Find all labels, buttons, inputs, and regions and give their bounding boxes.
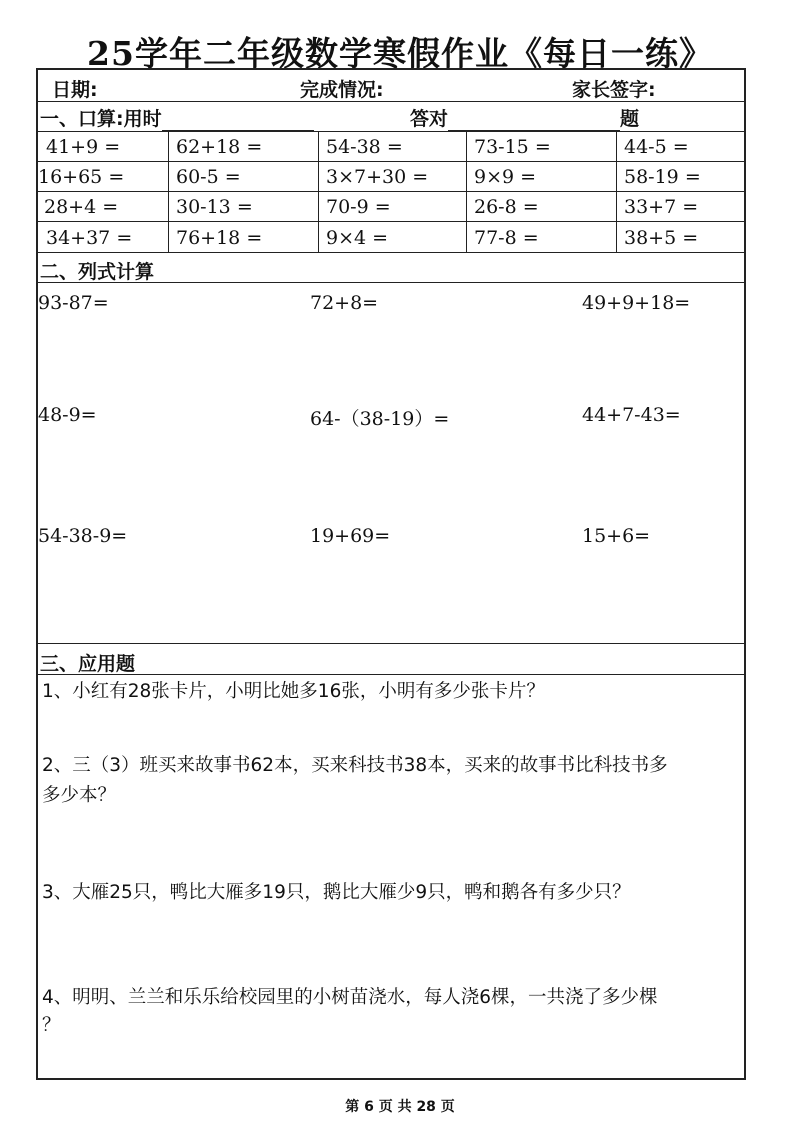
oral-problem: 62+18 =: [176, 136, 263, 158]
correct-blank[interactable]: [448, 110, 620, 131]
correct-label: 答对: [410, 108, 449, 130]
signature-label: 家长签字:: [572, 79, 656, 101]
calc-problem: 54-38-9=: [38, 525, 128, 547]
oral-problem: 44-5 =: [624, 136, 689, 158]
calc-problem: 64-（38-19）=: [310, 408, 450, 430]
word-problem-4-line2: ？: [42, 1015, 61, 1036]
word-problem-1: 1、小红有28张卡片，小明比她多16张，小明有多少张卡片？: [42, 681, 545, 702]
calc-problem: 72+8=: [310, 292, 379, 314]
oral-problem: 41+9 =: [46, 136, 121, 158]
oral-problem: 77-8 =: [474, 227, 539, 249]
calc-problem: 49+9+18=: [582, 292, 691, 314]
oral-problem: 34+37 =: [46, 227, 133, 249]
calc-problem: 15+6=: [582, 525, 651, 547]
time-blank[interactable]: [162, 110, 314, 131]
oral-problem: 30-13 =: [176, 196, 253, 218]
calc-problem: 19+69=: [310, 525, 391, 547]
oral-problem: 58-19 =: [624, 166, 701, 188]
word-problem-2-line2: 多少本？: [42, 785, 117, 806]
oral-problem: 54-38 =: [326, 136, 403, 158]
oral-problem: 33+7 =: [624, 196, 699, 218]
oral-problem: 38+5 =: [624, 227, 699, 249]
worksheet-title: 25学年二年级数学寒假作业《每日一练》: [87, 34, 713, 73]
section2-heading: 二、列式计算: [40, 261, 155, 283]
section1-heading-text: 一、口算:用时: [40, 108, 162, 130]
oral-problem: 70-9 =: [326, 196, 391, 218]
calc-problem: 48-9=: [38, 404, 97, 426]
section3-heading: 三、应用题: [40, 653, 136, 675]
oral-problem: 26-8 =: [474, 196, 539, 218]
correct-count: [410, 104, 639, 131]
oral-problem: 73-15 =: [474, 136, 551, 158]
oral-problem: 60-5 =: [176, 166, 241, 188]
unit-label: 题: [620, 108, 640, 130]
section1-heading: [40, 104, 314, 131]
word-problem-4-line1: 4、明明、兰兰和乐乐给校园里的小树苗浇水，每人浇6棵，一共浇了多少棵: [42, 987, 658, 1008]
oral-problem: 9×4 =: [326, 227, 389, 249]
oral-problem: 9×9 =: [474, 166, 537, 188]
oral-problem: 16+65 =: [38, 166, 125, 188]
page-number: 第 6 页 共 28 页: [345, 1099, 455, 1115]
oral-problem: 76+18 =: [176, 227, 263, 249]
word-problem-2-line1: 2、三（3）班买来故事书62本，买来科技书38本，买来的故事书比科技书多: [42, 755, 668, 776]
worksheet-table: [36, 68, 746, 1080]
date-label: 日期:: [52, 79, 98, 101]
completion-label: 完成情况:: [300, 79, 384, 101]
calc-problem: 44+7-43=: [582, 404, 681, 426]
oral-problem: 28+4 =: [44, 196, 119, 218]
oral-problem: 3×7+30 =: [326, 166, 429, 188]
word-problem-3: 3、大雁25只，鸭比大雁多19只，鹅比大雁少9只，鸭和鹅各有多少只？: [42, 882, 631, 903]
calc-problem: 93-87=: [38, 292, 109, 314]
